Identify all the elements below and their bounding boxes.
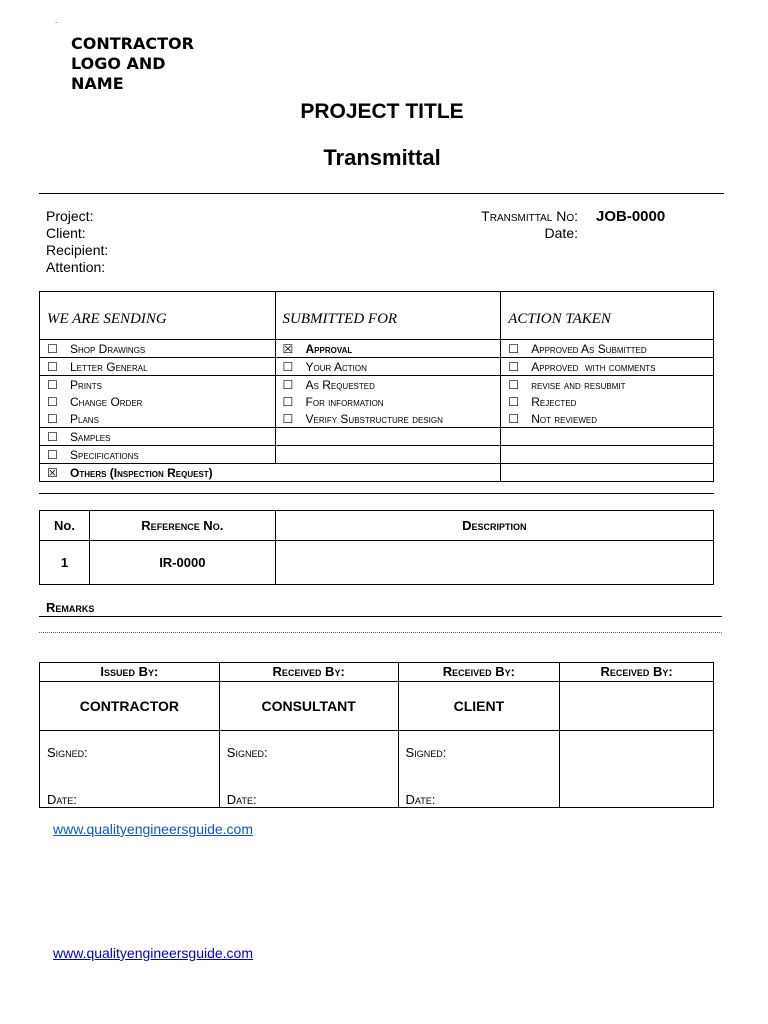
signature-cell[interactable] [219,731,398,808]
description-value[interactable] [275,541,713,585]
checkbox-icon[interactable]: ☐ [47,359,58,374]
checkbox-icon[interactable]: ☐ [47,447,58,462]
table-row [40,410,714,428]
option-label: Letter General [70,359,148,374]
sending-option[interactable] [40,358,276,376]
empty-cell [501,428,714,446]
option-label: revise and resubmit [531,377,626,392]
table-row [40,376,714,394]
table-row [40,340,714,358]
submitted-for-header: SUBMITTED FOR [275,292,501,340]
option-label: Rejected [531,394,577,409]
checkbox-icon[interactable]: ☐ [47,429,58,444]
checkbox-icon[interactable]: ☒ [47,465,58,480]
checkbox-icon[interactable]: ☐ [508,394,520,409]
reference-table-header [40,511,714,541]
sending-option[interactable] [40,464,501,482]
submitted-for-option[interactable] [275,393,501,410]
header-divider [39,193,724,194]
signoff-table [39,662,714,808]
option-label: Approval [305,341,353,356]
website-link[interactable]: www.qualityengineersguide.com [53,821,253,837]
option-label: Specifications [70,447,139,462]
table-row [40,446,714,464]
sending-option[interactable] [40,340,276,358]
signoff-header [40,663,714,682]
checkbox-icon[interactable]: ☐ [282,377,294,392]
logo-line: LOGO AND [71,54,166,73]
empty-cell [501,464,714,482]
empty-cell [275,428,501,446]
submitted-for-option[interactable] [275,376,501,394]
sending-option[interactable] [40,410,276,428]
checkbox-icon[interactable]: ☐ [47,394,58,409]
signature-cell[interactable] [560,731,714,808]
transmittal-no-label: Transmittal No: [481,208,578,224]
party-name [560,682,714,731]
action-taken-option[interactable] [501,340,714,358]
signoff-signature-row [40,731,714,808]
recipient-label: Recipient: [46,242,109,258]
signed-label: Signed: [47,745,88,760]
checkbox-icon[interactable]: ☐ [508,377,520,392]
option-label: Others (Inspection Request) [70,465,213,480]
table-row [40,358,714,376]
project-info-block [46,208,108,276]
signoff-party-row [40,682,714,731]
website-link[interactable]: www.qualityengineersguide.com [53,945,253,961]
reference-table [39,510,714,585]
option-label: Approved with comments [531,359,656,374]
received-by-header: Received By: [219,663,398,682]
action-taken-header: ACTION TAKEN [501,292,714,340]
project-label: Project: [46,208,94,224]
transmittal-no-value: JOB-0000 [596,208,666,225]
option-label: Verify Substructure design [305,411,443,426]
logo-line: NAME [71,74,124,93]
contractor-logo-placeholder [71,34,194,94]
action-taken-option[interactable] [501,376,714,394]
checkbox-icon[interactable]: ☐ [508,411,520,426]
reference-no-header: Reference No. [89,511,275,541]
party-name: CLIENT [398,682,560,731]
document-title: Transmittal [323,145,441,170]
action-taken-option[interactable] [501,358,714,376]
sending-option[interactable] [40,376,276,394]
action-taken-option[interactable] [501,410,714,428]
sending-table [39,291,714,482]
submitted-for-option[interactable] [275,358,501,376]
row-number: 1 [40,541,90,585]
option-label: Shop Drawings [70,341,146,356]
client-label: Client: [46,225,86,241]
checkbox-icon[interactable]: ☐ [47,411,58,426]
description-header: Description [275,511,713,541]
issued-by-header: Issued By: [40,663,220,682]
option-label: Plans [70,411,99,426]
option-label: Change Order [70,394,143,409]
option-label: For information [305,394,384,409]
sending-option[interactable] [40,446,276,464]
stray-mark: . [55,16,58,25]
checkbox-icon[interactable]: ☐ [282,359,294,374]
reference-no-value: IR-0000 [89,541,275,585]
received-by-header: Received By: [398,663,560,682]
received-by-header: Received By: [560,663,714,682]
logo-line: CONTRACTOR [71,34,194,53]
signature-cell[interactable] [40,731,220,808]
empty-cell [275,446,501,464]
checkbox-icon[interactable]: ☐ [508,341,520,356]
checkbox-icon[interactable]: ☐ [282,394,294,409]
table-row [40,541,714,585]
action-taken-option[interactable] [501,393,714,410]
sending-option[interactable] [40,393,276,410]
option-label: Samples [70,429,111,444]
sending-table-header [40,292,714,340]
we-are-sending-header: WE ARE SENDING [40,292,276,340]
submitted-for-option[interactable] [275,340,501,358]
option-label: Prints [70,377,103,392]
checkbox-icon[interactable]: ☐ [47,377,58,392]
option-label: As Requested [305,377,375,392]
signature-cell[interactable] [398,731,560,808]
party-name: CONSULTANT [219,682,398,731]
checkbox-icon[interactable]: ☐ [508,359,520,374]
checkbox-icon[interactable]: ☐ [282,411,294,426]
remarks-label: Remarks [46,600,95,615]
signed-label: Signed: [405,745,447,760]
table-row [40,428,714,446]
option-label: Approved As Submitted [531,341,647,356]
table-row [40,393,714,410]
date-label: Date: [47,792,77,807]
party-name: CONTRACTOR [40,682,220,731]
project-title: PROJECT TITLE [300,100,464,123]
table-row [40,464,714,482]
date-label: Date: [544,225,578,241]
attention-label: Attention: [46,259,106,275]
empty-cell [501,446,714,464]
date-label: Date: [226,792,257,807]
no-header: No. [40,511,90,541]
option-label: Not reviewed [531,411,598,426]
section-divider [39,493,714,494]
signed-label: Signed: [226,745,268,760]
option-label: Your Action [305,359,367,374]
date-label: Date: [405,792,436,807]
checkbox-icon[interactable]: ☐ [47,341,58,356]
submitted-for-option[interactable] [275,410,501,428]
checkbox-icon[interactable]: ☒ [282,341,294,356]
remarks-dotted-line [39,632,722,633]
sending-option[interactable] [40,428,276,446]
remarks-underline [39,616,722,617]
